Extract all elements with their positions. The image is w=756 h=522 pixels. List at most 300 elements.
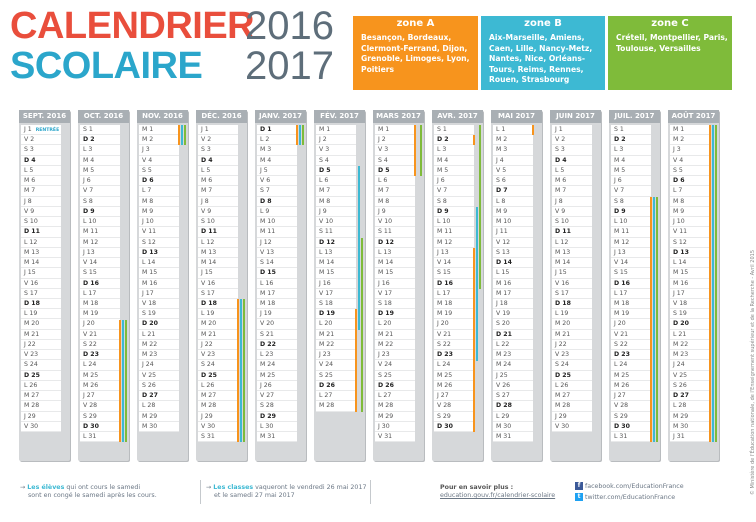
month-column [137, 110, 188, 461]
zone-c-box [608, 16, 732, 90]
day-cell: M 21 [375, 330, 415, 340]
day-cell: J 13 [611, 248, 651, 258]
day-cell: M 9 [493, 207, 533, 217]
day-cell: L 12 [198, 238, 238, 248]
month-column [255, 110, 306, 461]
zone-c-cities: Créteil, Montpellier, Paris, Toulouse, Versailles [616, 33, 728, 53]
day-cell: V 18 [139, 299, 179, 309]
holiday-bar-zone-b [299, 125, 301, 145]
day-cell: J 10 [139, 217, 179, 227]
day-cell: M 1 [139, 125, 179, 135]
day-cell: J 19 [257, 309, 297, 319]
day-cell: J 20 [611, 319, 651, 329]
day-cell: M 13 [21, 248, 61, 258]
day-cell: S 11 [375, 227, 415, 237]
note-students: → Les élèves qui ont cours le samedi sont en congé le samedi après les cours. [20, 484, 157, 499]
day-cell: M 19 [80, 309, 120, 319]
day-cell: V 28 [434, 401, 474, 411]
day-cell: V 4 [670, 156, 710, 166]
day-cell: D 28 [493, 401, 533, 411]
day-cell: M 28 [198, 401, 238, 411]
day-cell: S 1 [80, 125, 120, 135]
day-cell: S 25 [316, 371, 356, 381]
day-cell: V 20 [257, 319, 297, 329]
day-cell: M 3 [257, 145, 297, 155]
holiday-bar-zone-b [653, 197, 655, 443]
day-cell: M 19 [611, 309, 651, 319]
day-cell: S 1 [434, 125, 474, 135]
day-cell: D 18 [21, 299, 61, 309]
day-cell: M 16 [139, 279, 179, 289]
day-cell: D 12 [316, 238, 356, 248]
day-cell: M 4 [611, 156, 651, 166]
day-cell: M 7 [552, 186, 592, 196]
day-cell: V 24 [316, 360, 356, 370]
day-cell: S 29 [80, 412, 120, 422]
day-cell: D 20 [139, 319, 179, 329]
holiday-bar-zone-b [476, 207, 478, 361]
note-students-text: qui ont cours le samedi [64, 484, 141, 491]
day-cell: L 28 [670, 401, 710, 411]
day-cell: V 24 [375, 360, 415, 370]
day-cell: J 22 [552, 340, 592, 350]
holiday-bar-zone-a [119, 320, 121, 443]
day-cell: M 25 [611, 371, 651, 381]
day-cell: M 15 [670, 268, 710, 278]
day-cell: M 21 [198, 330, 238, 340]
day-cell: J 24 [139, 360, 179, 370]
day-cell: J 4 [493, 156, 533, 166]
day-cell: V 17 [316, 289, 356, 299]
zone-a-title: zone A [396, 18, 435, 29]
day-cell: S 15 [434, 268, 474, 278]
day-cell: L 3 [611, 145, 651, 155]
day-cell: S 26 [670, 381, 710, 391]
day-cell: L 23 [257, 350, 297, 360]
day-cell: M 17 [257, 289, 297, 299]
day-cell: M 15 [316, 268, 356, 278]
day-cell: L 24 [434, 360, 474, 370]
day-cell: S 21 [257, 330, 297, 340]
day-cell: D 7 [493, 186, 533, 196]
day-cell: L 19 [21, 309, 61, 319]
more-info-link[interactable]: education.gouv.fr/calendrier-scolaire [440, 492, 556, 499]
day-cell: D 6 [670, 176, 710, 186]
day-cell: M 20 [21, 319, 61, 329]
day-cell: L 3 [434, 145, 474, 155]
month-column [78, 110, 129, 461]
day-cell: S 3 [552, 145, 592, 155]
day-cell: M 15 [375, 268, 415, 278]
month-column [609, 110, 660, 461]
note-students-line2: sont en congé le samedi après les cours. [28, 492, 157, 499]
day-cell: V 30 [198, 422, 238, 432]
day-cell: M 23 [139, 350, 179, 360]
month-header: JANV. 2017 [255, 110, 306, 123]
day-cell: J 6 [80, 176, 120, 186]
day-cell: J 9 [375, 207, 415, 217]
day-cell: J 11 [493, 227, 533, 237]
day-cell: S 11 [316, 227, 356, 237]
day-cell: S 8 [434, 197, 474, 207]
day-cell: J 8 [552, 197, 592, 207]
day-cell: V 25 [139, 371, 179, 381]
twitter-icon: t [575, 493, 583, 501]
day-cell: M 1 [670, 125, 710, 135]
day-cell: D 23 [434, 350, 474, 360]
day-cell: S 1 [611, 125, 651, 135]
holiday-bar-zone-b [358, 166, 360, 330]
day-cell: V 16 [552, 279, 592, 289]
day-cell: M 28 [552, 401, 592, 411]
day-cell: J 29 [552, 412, 592, 422]
day-cell: M 5 [611, 166, 651, 176]
day-cell: V 4 [139, 156, 179, 166]
note-classes-bold: Les classes [213, 484, 254, 491]
day-cell: M 18 [257, 299, 297, 309]
day-cell: V 5 [493, 166, 533, 176]
day-cell: D 8 [257, 197, 297, 207]
day-cell: M 6 [198, 176, 238, 186]
day-cell: M 25 [80, 371, 120, 381]
day-cell: S 22 [434, 340, 474, 350]
twitter-link[interactable]: twitter.com/EducationFrance [585, 494, 676, 501]
day-cell: J 8 [198, 197, 238, 207]
day-cell: M 5 [434, 166, 474, 176]
day-cell: S 13 [493, 248, 533, 258]
day-cell: L 8 [493, 197, 533, 207]
day-cell: L 24 [80, 360, 120, 370]
day-cell: D 25 [198, 371, 238, 381]
day-cell: J 2 [375, 135, 415, 145]
holiday-bar-zone-a [414, 125, 416, 176]
day-cell: M 19 [434, 309, 474, 319]
day-cell: J 22 [198, 340, 238, 350]
day-cell: S 4 [375, 156, 415, 166]
day-cell: S 24 [21, 360, 61, 370]
day-cell: L 26 [552, 381, 592, 391]
calendar-title [10, 6, 254, 86]
day-cell: L 5 [198, 166, 238, 176]
day-cell: M 12 [434, 238, 474, 248]
day-cell: S 12 [670, 238, 710, 248]
day-cell: J 13 [80, 248, 120, 258]
day-cell: D 25 [21, 371, 61, 381]
zone-a-cities: Besançon, Bordeaux, Clermont-Ferrand, Dijon, Grenoble, Limoges, Lyon, Poitiers [361, 33, 470, 74]
day-cell: L 10 [611, 217, 651, 227]
holiday-bar-zone-a [237, 299, 239, 442]
day-cell: L 10 [434, 217, 474, 227]
day-cell: S 20 [493, 319, 533, 329]
day-cell: L 26 [198, 381, 238, 391]
day-list [21, 125, 61, 432]
day-cell: L 17 [80, 289, 120, 299]
day-cell: S 28 [257, 401, 297, 411]
day-cell: M 6 [21, 176, 61, 186]
day-cell: L 14 [139, 258, 179, 268]
day-cell: S 17 [552, 289, 592, 299]
day-cell: L 17 [434, 289, 474, 299]
day-cell: M 14 [375, 258, 415, 268]
day-cell: S 5 [139, 166, 179, 176]
day-cell: J 3 [139, 145, 179, 155]
day-cell: D 11 [552, 227, 592, 237]
day-cell: D 5 [375, 166, 415, 176]
month-header: FÉV. 2017 [314, 110, 365, 123]
day-cell: J 8 [21, 197, 61, 207]
day-cell: D 19 [375, 309, 415, 319]
holiday-bar-zone-b [712, 125, 714, 442]
side-credit: © Ministère de l'Éducation nationale, de l'Enseignement supérieur et de la Recherche - Avril 2015 [750, 250, 756, 496]
day-cell: M 4 [434, 156, 474, 166]
day-cell: V 21 [611, 330, 651, 340]
day-cell: J 1 [552, 125, 592, 135]
day-cell: L 17 [611, 289, 651, 299]
day-cell: M 1 [375, 125, 415, 135]
day-cell: M 12 [611, 238, 651, 248]
day-cell: D 29 [257, 412, 297, 422]
day-cell: M 30 [139, 422, 179, 432]
social-links [575, 481, 684, 503]
day-cell: S 3 [21, 145, 61, 155]
day-cell: V 2 [21, 135, 61, 145]
day-cell: S 19 [670, 309, 710, 319]
day-cell: L 22 [493, 340, 533, 350]
day-cell: J 16 [375, 279, 415, 289]
day-cell: S 29 [434, 412, 474, 422]
day-cell: D 9 [80, 207, 120, 217]
day-cell: S 24 [198, 360, 238, 370]
day-cell: J 23 [316, 350, 356, 360]
zone-c-title: zone C [651, 18, 689, 29]
month-column [491, 110, 542, 461]
day-cell: D 15 [257, 268, 297, 278]
day-cell: L 5 [552, 166, 592, 176]
day-cell: M 7 [375, 186, 415, 196]
day-cell: S 22 [80, 340, 120, 350]
day-cell: J 27 [434, 391, 474, 401]
day-cell: D 19 [316, 309, 356, 319]
day-cell: D 9 [434, 207, 474, 217]
day-cell: M 7 [21, 186, 61, 196]
day-cell: J 15 [198, 268, 238, 278]
day-cell: S 10 [198, 217, 238, 227]
holiday-bar-zone-a [650, 197, 652, 443]
holiday-bar-zone-a [532, 125, 534, 135]
month-column [668, 110, 719, 461]
day-cell: J 9 [316, 207, 356, 217]
day-cell: D 22 [257, 340, 297, 350]
day-cell: V 7 [434, 186, 474, 196]
day-cell: M 3 [493, 145, 533, 155]
day-cell: V 14 [611, 258, 651, 268]
day-cell: M 31 [493, 432, 533, 442]
month-column [19, 110, 70, 461]
day-cell: J 16 [316, 279, 356, 289]
day-cell: D 18 [198, 299, 238, 309]
day-cell: L 31 [80, 432, 120, 442]
day-cell: S 17 [21, 289, 61, 299]
day-cell: D 26 [375, 381, 415, 391]
day-cell: D 16 [611, 279, 651, 289]
month-header: SEPT. 2016 [19, 110, 70, 123]
day-cell: S 18 [375, 299, 415, 309]
day-cell: M 12 [80, 238, 120, 248]
day-cell: V 9 [198, 207, 238, 217]
day-cell: M 14 [552, 258, 592, 268]
day-cell: J 1 RENTRÉE [21, 125, 61, 135]
day-cell: M 10 [257, 217, 297, 227]
zone-b-title: zone B [524, 18, 562, 29]
day-list [257, 125, 297, 442]
holiday-bar-zone-c [420, 125, 422, 176]
day-cell: J 5 [257, 166, 297, 176]
month-header: AVR. 2017 [432, 110, 483, 123]
day-cell: M 28 [375, 401, 415, 411]
day-cell: J 29 [198, 412, 238, 422]
note-classes-line2: et le samedi 27 mai 2017 [214, 492, 295, 499]
day-cell: M 22 [139, 340, 179, 350]
day-cell: M 27 [21, 391, 61, 401]
day-cell: M 14 [316, 258, 356, 268]
day-list [375, 125, 415, 442]
day-cell: M 31 [257, 432, 297, 442]
holiday-bar-zone-c [361, 238, 363, 412]
day-cell: J 12 [257, 238, 297, 248]
day-cell: V 16 [21, 279, 61, 289]
day-cell: J 26 [257, 381, 297, 391]
day-cell: V 30 [552, 422, 592, 432]
day-cell: S 5 [670, 166, 710, 176]
day-cell: M 14 [21, 258, 61, 268]
day-cell: V 13 [257, 248, 297, 258]
day-cell: L 7 [139, 186, 179, 196]
day-cell: M 27 [198, 391, 238, 401]
day-cell: J 20 [80, 319, 120, 329]
day-cell: J 3 [670, 145, 710, 155]
day-cell: D 2 [611, 135, 651, 145]
day-cell: V 14 [80, 258, 120, 268]
day-cell: L 27 [375, 391, 415, 401]
note-classes-text: vaqueront le vendredi 26 mai 2017 [253, 484, 367, 491]
day-cell: V 2 [552, 135, 592, 145]
day-cell: S 18 [316, 299, 356, 309]
day-cell: D 2 [80, 135, 120, 145]
day-cell: L 14 [670, 258, 710, 268]
day-cell: S 27 [493, 391, 533, 401]
day-cell: V 23 [21, 350, 61, 360]
day-cell: J 18 [493, 299, 533, 309]
more-info-label: Pour en savoir plus : [440, 484, 514, 491]
facebook-link[interactable]: facebook.com/EducationFrance [585, 483, 684, 490]
holiday-bar-zone-a [296, 125, 298, 145]
day-cell: V 21 [434, 330, 474, 340]
day-cell: L 10 [80, 217, 120, 227]
day-cell: M 25 [257, 371, 297, 381]
day-cell: V 30 [21, 422, 61, 432]
day-cell: M 4 [257, 156, 297, 166]
day-cell: S 15 [80, 268, 120, 278]
day-cell: L 19 [198, 309, 238, 319]
day-cell: M 8 [375, 197, 415, 207]
holiday-bar-zone-a [355, 309, 357, 411]
day-cell: S 17 [198, 289, 238, 299]
day-cell: M 8 [316, 197, 356, 207]
day-cell: J 6 [434, 176, 474, 186]
month-header: JUIN 2017 [550, 110, 601, 123]
day-cell: J 31 [670, 432, 710, 442]
day-cell: L 5 [21, 166, 61, 176]
day-cell: M 7 [316, 186, 356, 196]
day-cell: S 14 [257, 258, 297, 268]
month-column [314, 110, 365, 461]
day-cell: J 30 [375, 422, 415, 432]
day-list [493, 125, 533, 442]
day-cell: M 4 [80, 156, 120, 166]
day-cell: V 3 [375, 145, 415, 155]
holiday-bar-zone-c [184, 125, 186, 145]
holiday-bar-zone-a [473, 135, 475, 145]
day-cell: D 23 [611, 350, 651, 360]
day-cell: V 7 [80, 186, 120, 196]
day-cell: M 10 [493, 217, 533, 227]
day-cell: L 21 [139, 330, 179, 340]
day-cell: D 2 [434, 135, 474, 145]
year-2017: 2017 [245, 44, 334, 88]
day-list [670, 125, 710, 442]
day-list [552, 125, 592, 432]
day-cell: M 23 [493, 350, 533, 360]
title-line-1: CALENDRIER [10, 5, 255, 47]
day-cell: M 21 [21, 330, 61, 340]
day-cell: S 4 [316, 156, 356, 166]
month-column [196, 110, 247, 461]
day-cell: S 12 [139, 238, 179, 248]
day-cell: D 4 [552, 156, 592, 166]
day-cell: L 6 [375, 176, 415, 186]
day-cell: M 11 [434, 227, 474, 237]
day-cell: M 20 [552, 319, 592, 329]
month-header: MARS 2017 [373, 110, 424, 123]
day-cell: M 11 [257, 227, 297, 237]
day-list [434, 125, 474, 432]
day-cell: J 29 [21, 412, 61, 422]
day-cell: J 13 [434, 248, 474, 258]
day-cell: M 30 [493, 422, 533, 432]
day-cell: D 16 [434, 279, 474, 289]
day-cell: V 26 [493, 381, 533, 391]
day-cell: M 13 [552, 248, 592, 258]
day-list [139, 125, 179, 432]
day-list [80, 125, 120, 442]
day-cell: L 6 [316, 176, 356, 186]
day-cell: S 10 [552, 217, 592, 227]
month-header: AOÛT 2017 [668, 110, 719, 123]
day-cell: S 26 [139, 381, 179, 391]
day-cell: L 27 [316, 391, 356, 401]
day-cell: D 16 [80, 279, 120, 289]
day-cell: L 28 [139, 401, 179, 411]
rentree-label: RENTRÉE [35, 128, 60, 133]
day-cell: M 2 [493, 135, 533, 145]
day-cell: L 19 [552, 309, 592, 319]
day-cell: D 12 [375, 238, 415, 248]
month-header: MAI 2017 [491, 110, 542, 123]
holiday-bar-zone-b [122, 320, 124, 443]
day-cell: L 15 [493, 268, 533, 278]
day-cell: J 17 [139, 289, 179, 299]
day-cell: M 16 [670, 279, 710, 289]
